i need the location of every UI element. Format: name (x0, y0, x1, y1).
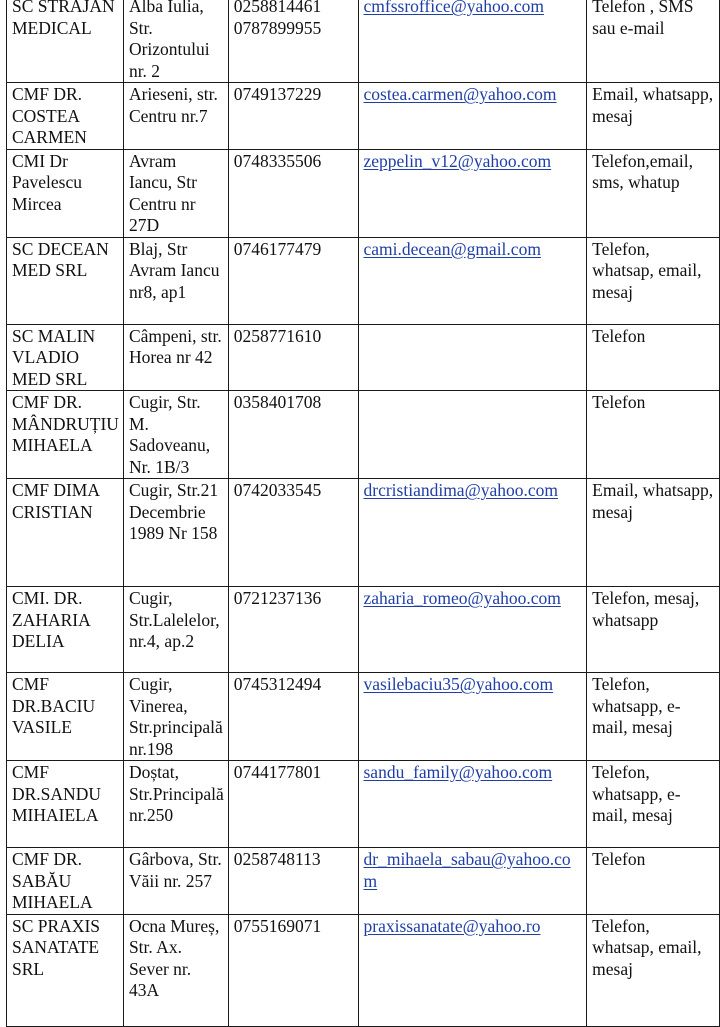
contact-method-cell: Telefon (587, 391, 720, 479)
contact-method-cell: Email, whatsapp, mesaj (587, 479, 720, 587)
phone-number: 0755169071 (233, 915, 322, 936)
provider-name-cell: CMF DR. MÂNDRUȚIU MIHAELA (7, 391, 124, 479)
provider-name-cell: CMF DR. SABĂU MIHAELA (7, 848, 124, 915)
email-cell (358, 914, 587, 1026)
provider-name-cell: SC PRAXIS SANATATE SRL (7, 914, 124, 1026)
phone-cell (228, 324, 358, 391)
phone-cell (228, 391, 358, 479)
phone-number: 0746177479 (233, 238, 322, 259)
provider-name-cell: SC MALIN VLADIO MED SRL (7, 324, 124, 391)
email-link[interactable]: drcristiandima@yahoo.com (363, 480, 558, 500)
table-row (7, 324, 720, 391)
phone-cell (228, 149, 358, 237)
phone-cell (228, 237, 358, 324)
provider-name-cell: CMF DIMA CRISTIAN (7, 479, 124, 587)
table-row (7, 914, 720, 1026)
contact-method-cell: Telefon, mesaj, whatsapp (587, 587, 720, 673)
address-cell: Câmpeni, str. Horea nr 42 (123, 324, 228, 391)
address-cell: Cugir, Str.Lalelelor, nr.4, ap.2 (123, 587, 228, 673)
email-cell (358, 391, 587, 479)
phone-cell (228, 587, 358, 673)
email-cell (358, 324, 587, 391)
email-cell (358, 673, 587, 761)
phone-cell (228, 914, 358, 1026)
table-row (7, 673, 720, 761)
provider-name-cell: CMF DR.BACIU VASILE (7, 673, 124, 761)
provider-name-cell: CMF DR.SANDU MIHAIELA (7, 761, 124, 848)
email-link[interactable]: vasilebaciu35@yahoo.com (363, 674, 554, 694)
email-link[interactable]: zaharia_romeo@yahoo.com (363, 588, 561, 608)
contact-method-cell: Telefon, whatsapp, e-mail, mesaj (587, 673, 720, 761)
providers-table (6, 0, 720, 1027)
phone-number: 0258814461 (233, 0, 322, 16)
address-cell: Arieseni, str. Centru nr.7 (123, 83, 228, 150)
contact-method-cell: Telefon,email, sms, whatup (587, 149, 720, 237)
table-row (7, 848, 720, 915)
phone-cell (228, 0, 358, 83)
phone-number: 0742033545 (233, 480, 322, 500)
email-cell (358, 0, 587, 83)
phone-cell (228, 479, 358, 587)
phone-cell (228, 848, 358, 915)
email-cell (358, 237, 587, 324)
email-cell (358, 83, 587, 150)
contact-method-cell: Telefon, whatsapp, e-mail, mesaj (587, 761, 720, 848)
providers-table-body (7, 0, 720, 1026)
contact-method-cell: Telefon (587, 848, 720, 915)
phone-number: 0787899955 (233, 17, 322, 38)
address-cell: Blaj, Str Avram Iancu nr8, ap1 (123, 237, 228, 324)
email-cell (358, 479, 587, 587)
phone-cell (228, 761, 358, 848)
contact-method-cell: Telefon, whatsap, email, mesaj (587, 237, 720, 324)
phone-number: 0258771610 (233, 325, 322, 346)
provider-name-cell: SC STRAJAN MEDICAL (7, 0, 124, 83)
address-cell: Gârbova, Str. Văii nr. 257 (123, 848, 228, 915)
table-row (7, 237, 720, 324)
email-cell (358, 761, 587, 848)
email-cell (358, 848, 587, 915)
address-cell: Ocna Mureș, Str. Ax. Sever nr. 43A (123, 914, 228, 1026)
phone-number: 0748335506 (233, 150, 322, 171)
email-cell (358, 587, 587, 673)
provider-name-cell: CMF DR. COSTEA CARMEN (7, 83, 124, 150)
phone-cell (228, 83, 358, 150)
email-link[interactable]: zeppelin_v12@yahoo.com (363, 150, 552, 171)
contact-method-cell: Telefon, whatsap, email, mesaj (587, 914, 720, 1026)
table-row (7, 83, 720, 150)
email-link[interactable]: praxissanatate@yahoo.ro (363, 915, 541, 936)
address-cell: Cugir, Str.21 Decembrie 1989 Nr 158 (123, 479, 228, 587)
email-link[interactable]: cmfssroffice@yahoo.com (363, 0, 545, 16)
address-cell: Doștat, Str.Principală nr.250 (123, 761, 228, 848)
address-cell: Avram Iancu, Str Centru nr 27D (123, 149, 228, 237)
phone-number: 0744177801 (233, 762, 322, 782)
contact-method-cell: Email, whatsapp, mesaj (587, 83, 720, 150)
address-cell: Alba Iulia, Str. Orizontului nr. 2 (123, 0, 228, 83)
contact-method-cell: Telefon (587, 324, 720, 391)
table-row (7, 149, 720, 237)
email-link[interactable]: costea.carmen@yahoo.com (363, 84, 557, 104)
email-cell (358, 149, 587, 237)
table-row (7, 761, 720, 848)
provider-name-cell: CMI. DR. ZAHARIA DELIA (7, 587, 124, 673)
email-link[interactable]: dr_mihaela_sabau@yahoo.com (363, 849, 571, 891)
address-cell: Cugir, Str. M. Sadoveanu, Nr. 1B/3 (123, 391, 228, 479)
phone-number: 0258748113 (233, 849, 321, 869)
email-link[interactable]: cami.decean@gmail.com (363, 238, 541, 259)
table-row (7, 587, 720, 673)
address-cell: Cugir, Vinerea, Str.principală nr.198 (123, 673, 228, 761)
provider-name-cell: SC DECEAN MED SRL (7, 237, 124, 324)
table-row (7, 479, 720, 587)
phone-number: 0749137229 (233, 84, 322, 104)
table-row (7, 0, 720, 83)
phone-cell (228, 673, 358, 761)
table-row (7, 391, 720, 479)
provider-name-cell: CMI Dr Pavelescu Mircea (7, 149, 124, 237)
phone-number: 0721237136 (233, 588, 322, 608)
phone-number: 0358401708 (233, 392, 322, 412)
email-link[interactable]: sandu_family@yahoo.com (363, 762, 553, 782)
phone-number: 0745312494 (233, 674, 322, 694)
contact-method-cell: Telefon , SMS sau e-mail (587, 0, 720, 83)
